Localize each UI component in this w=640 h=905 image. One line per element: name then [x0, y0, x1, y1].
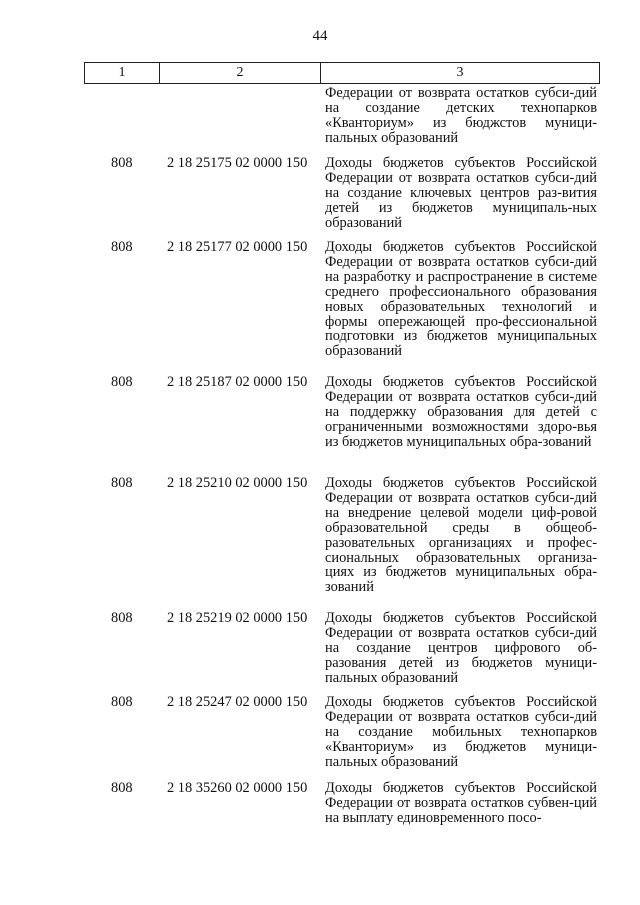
header-col-3: 3 — [456, 65, 464, 80]
admin-code: 808 — [111, 694, 133, 710]
page-number: 44 — [312, 28, 328, 44]
budget-classification-code: 2 18 25210 02 0000 150 — [167, 475, 308, 491]
admin-code: 808 — [111, 155, 133, 171]
budget-classification-code: 2 18 35260 02 0000 150 — [167, 780, 308, 796]
budget-classification-code: 2 18 25247 02 0000 150 — [167, 694, 308, 710]
admin-code: 808 — [111, 610, 133, 626]
header-col-2: 2 — [160, 63, 321, 83]
budget-classification-code: 2 18 25187 02 0000 150 — [167, 374, 308, 390]
continued-description: Федерации от возврата остатков субси-дий на создание детских технопарков «Кванториум» из бюджстов муници-пальных образований — [325, 85, 597, 146]
admin-code: 808 — [111, 374, 133, 390]
admin-code: 808 — [111, 239, 133, 255]
header-col-1: 1 — [85, 63, 160, 83]
income-description: Доходы бюджетов субъектов Российской Федерации от возврата остатков субси-дий на создание центров цифрового об-разования детей из бюджетов муници-пальных образований — [325, 610, 597, 686]
budget-classification-code: 2 18 25177 02 0000 150 — [167, 239, 308, 255]
income-description: Доходы бюджетов субъектов Российской Федерации от возврата остатков субси-дий на поддержку образования для детей с ограниченными возможностями здоро-вья из бюджетов муниципальных обра-зований — [325, 374, 597, 450]
income-description: Доходы бюджетов субъектов Российской Федерации от возврата остатков субси-дий на создание мобильных технопарков «Кванториум» из бюджетов муници-пальных образований — [325, 694, 597, 770]
budget-classification-code: 2 18 25219 02 0000 150 — [167, 610, 308, 626]
admin-code: 808 — [111, 780, 133, 796]
budget-classification-code: 2 18 25175 02 0000 150 — [167, 155, 308, 171]
income-description: Доходы бюджетов субъектов Российской Федерации от возврата остатков субси-дий на разработку и распространение в системе среднего профессионального образования новых образовательных технологий и формы опережающей про-фессиональной подготовки из бюджетов муниципальных образований — [325, 239, 597, 360]
table-header — [84, 62, 600, 84]
income-description: Доходы бюджетов субъектов Российской Федерации от возврата остатков субси-дий на внедрение целевой модели циф-ровой образовательной среды в общеоб-разовательных организациях и профес-сиональных образовательных организа-циях из бюджетов муниципальных обра-зований — [325, 475, 597, 596]
income-description: Доходы бюджетов субъектов Российской Федерации от возврата остатков субвен-ций на выплату единовременного посо- — [325, 780, 597, 826]
income-description: Доходы бюджетов субъектов Российской Федерации от возврата остатков субси-дий на создание ключевых центров раз-вития детей из бюджетов муниципаль-ных образований — [325, 155, 597, 231]
admin-code: 808 — [111, 475, 133, 491]
